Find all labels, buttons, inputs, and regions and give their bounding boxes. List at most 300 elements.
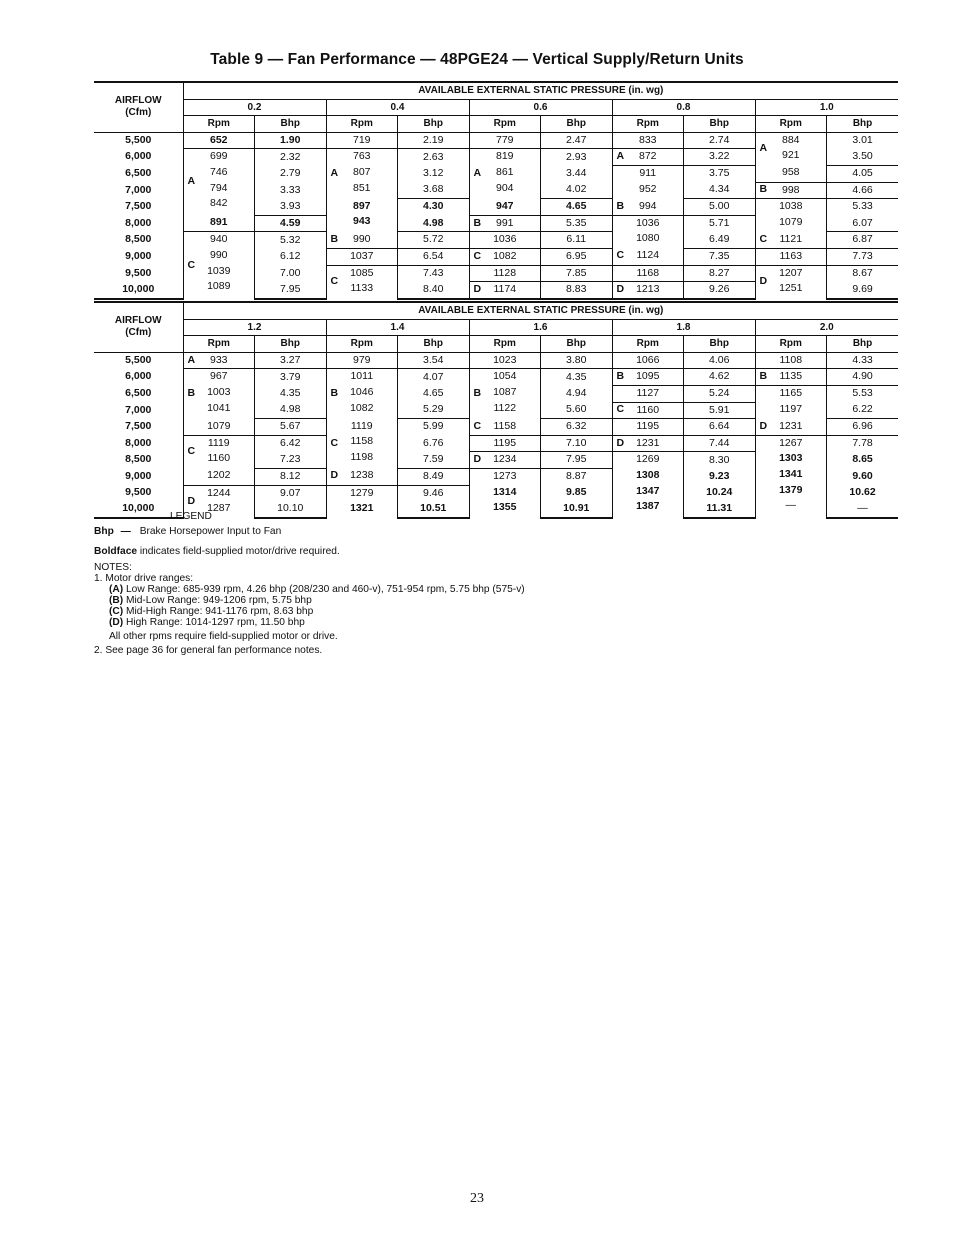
rpm-value <box>755 419 827 436</box>
rpm-value-text: 1085 <box>350 266 374 279</box>
rpm-value-text: 819 <box>495 150 514 163</box>
rpm-value-text: 1095 <box>636 370 660 383</box>
rpm-value-text: 891 <box>209 216 228 229</box>
rpm-value <box>469 248 541 265</box>
rpm-stack <box>470 133 541 149</box>
rpm-value-text: 1234 <box>493 453 517 466</box>
rpm-value-text: 1079 <box>779 215 803 228</box>
drive-range-text: Low Range: 685-939 rpm, 4.26 bhp (208/230 and 460-v), 751-954 rpm, 5.75 bhp (575-v) <box>123 584 525 595</box>
bhp-header: Bhp <box>684 116 756 133</box>
rpm-value-text: 1124 <box>636 249 660 262</box>
page-title: Table 9 — Fan Performance — 48PGE24 — Vertical Supply/Return Units <box>210 51 744 68</box>
rpm-value-text: 1231 <box>779 419 803 432</box>
bhp-value: 6.07 <box>827 215 899 232</box>
rpm-header: Rpm <box>612 336 684 353</box>
bhp-value: 7.73 <box>827 248 899 265</box>
bhp-value: 9.23 <box>684 468 756 485</box>
rpm-value-text: 911 <box>639 166 657 179</box>
rpm-value-text: 1036 <box>493 233 517 246</box>
bhp-value: 7.95 <box>255 282 327 299</box>
rpm-value-text: 1379 <box>779 483 803 496</box>
rpm-stack <box>327 353 398 369</box>
rpm-value <box>326 352 398 369</box>
bhp-value: 4.65 <box>398 385 470 402</box>
rpm-value-text: 947 <box>495 199 514 212</box>
drive-range-label: B <box>759 183 768 196</box>
rpm-value-text: 1174 <box>493 283 517 296</box>
drive-range-label: A <box>473 167 482 180</box>
rpm-value <box>612 248 684 265</box>
drive-range-label: B <box>473 216 482 229</box>
rpm-value-text: 1122 <box>493 401 517 414</box>
rpm-value-text: 1202 <box>207 469 231 482</box>
rpm-value <box>755 199 827 232</box>
bhp-value: 4.65 <box>541 199 613 216</box>
drive-range-label: D <box>473 283 482 296</box>
bhp-value: 3.79 <box>255 369 327 386</box>
rpm-value-text: 1347 <box>636 484 660 497</box>
rpm-value-text: 1269 <box>636 453 660 466</box>
rpm-value-text: 1251 <box>779 282 803 295</box>
airflow-value: 9,500 <box>125 266 152 279</box>
rpm-value-text: 952 <box>638 182 657 195</box>
bhp-value: 3.12 <box>398 165 470 182</box>
table-row <box>94 419 898 436</box>
rpm-stack <box>613 166 684 197</box>
rpm-value-text: 904 <box>495 181 514 194</box>
rpm-value-text: 1133 <box>350 282 374 295</box>
bhp-value: 8.40 <box>398 282 470 299</box>
bhp-value: 7.95 <box>541 452 613 469</box>
bhp-value: 2.32 <box>255 149 327 166</box>
rpm-value-text: 1011 <box>350 370 374 383</box>
drive-range-note <box>109 595 525 606</box>
rpm-value <box>612 385 684 402</box>
bhp-value: 5.91 <box>684 402 756 419</box>
pressure-1.4: 1.4 <box>326 319 469 336</box>
rpm-value-text: 1287 <box>207 502 231 515</box>
bhp-value: 8.87 <box>541 468 613 485</box>
legend-boldface <box>94 546 340 557</box>
pressure-0.2: 0.2 <box>183 99 326 116</box>
drive-range-note <box>109 584 525 595</box>
bhp-value: 6.12 <box>255 248 327 265</box>
rpm-value-text: 1355 <box>493 501 517 514</box>
bhp-value: 3.93 <box>255 199 327 216</box>
rpm-value-text: 958 <box>781 166 800 179</box>
rpm-value-text: 851 <box>352 181 371 194</box>
rpm-value <box>755 232 827 249</box>
airflow-value: 7,000 <box>125 183 152 196</box>
legend-bhp <box>94 526 281 537</box>
rpm-value <box>183 369 255 419</box>
airflow-value: 7,000 <box>125 403 152 416</box>
rpm-header: Rpm <box>326 116 398 133</box>
rpm-value-text: 1128 <box>493 266 517 279</box>
bhp-value: 10.62 <box>827 485 899 501</box>
legend-heading: LEGEND <box>170 511 212 522</box>
rpm-stack <box>613 386 684 402</box>
pressure-1.2: 1.2 <box>183 319 326 336</box>
rpm-value-text: 1023 <box>493 353 517 366</box>
drive-range-label: D <box>616 283 625 296</box>
drive-range-text: Mid-Low Range: 949-1206 rpm, 5.75 bhp <box>123 595 312 606</box>
bhp-value: 7.44 <box>684 435 756 452</box>
rpm-value <box>612 452 684 518</box>
rpm-value <box>326 369 398 419</box>
bhp-value: 6.76 <box>398 435 470 452</box>
bhp-value: 4.66 <box>827 182 899 199</box>
rpm-value <box>326 248 398 265</box>
table-row <box>94 369 898 386</box>
airflow-value: 10,000 <box>94 282 183 299</box>
rpm-stack <box>184 468 255 484</box>
pressure-0.6: 0.6 <box>469 99 612 116</box>
rpm-value <box>612 282 684 299</box>
rpm-value-text: 1341 <box>779 467 803 480</box>
bhp-value: 3.27 <box>255 352 327 369</box>
rpm-value-text: 979 <box>352 353 371 366</box>
bhp-value: 5.35 <box>541 215 613 232</box>
bhp-value: 7.35 <box>684 248 756 265</box>
bhp-value: 10.91 <box>541 501 613 518</box>
table-row <box>94 132 898 149</box>
rpm-header: Rpm <box>183 336 255 353</box>
rpm-value <box>469 468 541 517</box>
drive-range-label: B <box>187 387 196 400</box>
rpm-value-text: 1160 <box>636 403 660 416</box>
rpm-value <box>755 182 827 199</box>
rpm-value <box>326 132 398 149</box>
rpm-stack <box>613 133 684 149</box>
bhp-header: Bhp <box>827 116 899 133</box>
rpm-value <box>469 352 541 369</box>
rpm-value <box>326 485 398 518</box>
drive-range-code: (C) <box>109 606 124 617</box>
rpm-value-text: 1119 <box>207 436 230 449</box>
rpm-stack <box>184 133 255 149</box>
bhp-value: 4.35 <box>255 385 327 402</box>
airflow-value: 9,000 <box>125 469 152 482</box>
drive-range-code: (A) <box>109 584 124 595</box>
rpm-value-text: 1046 <box>350 385 374 398</box>
airflow-header <box>94 302 183 352</box>
drive-range-label: A <box>759 142 768 155</box>
rpm-value-text: 1039 <box>207 264 231 277</box>
airflow-value: 7,500 <box>125 200 152 213</box>
page-number: 23 <box>470 1191 484 1206</box>
drive-range-label: C <box>187 445 196 458</box>
rpm-value-text: 833 <box>638 133 657 146</box>
bhp-value: 4.30 <box>398 199 470 216</box>
legend-boldface-term: Boldface <box>94 546 138 557</box>
rpm-stack <box>327 133 398 149</box>
rpm-value-text: 1303 <box>779 452 803 465</box>
rpm-value-text: 779 <box>495 133 514 146</box>
rpm-value-text: 1079 <box>207 419 231 432</box>
airflow-value: 6,500 <box>125 166 152 179</box>
airflow-value: 5,500 <box>125 354 152 367</box>
rpm-value-text: 1127 <box>636 386 660 399</box>
rpm-stack <box>327 199 398 230</box>
bhp-value: 5.53 <box>827 385 899 402</box>
bhp-value: 3.80 <box>541 352 613 369</box>
rpm-header: Rpm <box>755 336 827 353</box>
rpm-value <box>469 435 541 452</box>
bhp-value: 3.22 <box>684 149 756 166</box>
bhp-value: 6.49 <box>684 232 756 249</box>
bhp-value: 4.94 <box>541 385 613 402</box>
drive-range-label: A <box>187 175 196 188</box>
bhp-value: 6.22 <box>827 402 899 419</box>
rpm-value <box>612 199 684 216</box>
rpm-value-text: 1163 <box>779 249 803 262</box>
bhp-value: 5.99 <box>398 419 470 436</box>
drive-range-label: B <box>330 233 339 246</box>
bhp-value: 10.10 <box>255 501 327 518</box>
bhp-value: 6.64 <box>684 419 756 436</box>
legend-bhp-desc: Brake Horsepower Input to Fan <box>139 526 282 537</box>
rpm-value-text: 652 <box>209 133 228 146</box>
bhp-header: Bhp <box>541 336 613 353</box>
drive-range-note <box>109 606 525 617</box>
drive-range-label: D <box>473 453 482 466</box>
bhp-value: 4.59 <box>255 215 327 232</box>
rpm-value-text: 1087 <box>493 385 517 398</box>
rpm-value <box>326 149 398 199</box>
drive-range-label: D <box>187 494 196 507</box>
bhp-value: 4.06 <box>684 352 756 369</box>
rpm-value-text: 998 <box>781 183 800 196</box>
bhp-header: Bhp <box>541 116 613 133</box>
bhp-value: 10.24 <box>684 485 756 501</box>
bhp-value: 8.12 <box>255 468 327 485</box>
rpm-stack <box>470 469 541 516</box>
airflow-value: 9,500 <box>125 486 152 499</box>
bhp-value: 4.98 <box>255 402 327 419</box>
bhp-header: Bhp <box>827 336 899 353</box>
rpm-stack <box>613 419 684 435</box>
drive-range-text: Mid-High Range: 941-1176 rpm, 8.63 bhp <box>123 606 314 617</box>
bhp-value: 6.32 <box>541 419 613 436</box>
note-1-intro: 1. Motor drive ranges: <box>94 573 194 584</box>
table-row <box>94 435 898 452</box>
rpm-value <box>612 265 684 282</box>
drive-range-label: D <box>616 436 625 449</box>
bhp-value: 3.50 <box>827 149 899 166</box>
airflow-value: 8,000 <box>125 436 152 449</box>
drive-range-label: B <box>473 387 482 400</box>
bhp-value: 4.33 <box>827 352 899 369</box>
pressure-1.8: 1.8 <box>612 319 755 336</box>
rpm-stack <box>470 353 541 369</box>
rpm-value-text: 719 <box>352 133 371 146</box>
bhp-value: 1.90 <box>255 132 327 149</box>
note-2: 2. See page 36 for general fan performance notes. <box>94 645 323 656</box>
bhp-value: 7.23 <box>255 452 327 469</box>
drive-range-code: (B) <box>109 595 124 606</box>
rpm-value-text: 746 <box>209 165 228 178</box>
fan-performance-table-1 <box>94 81 898 300</box>
rpm-value-text: 1082 <box>350 401 374 414</box>
rpm-value <box>755 435 827 517</box>
rpm-value-text: 1195 <box>636 420 660 433</box>
bhp-value: — <box>827 501 899 518</box>
rpm-value-text: 1231 <box>636 436 660 449</box>
bhp-value: 2.47 <box>541 132 613 149</box>
rpm-value <box>469 215 541 232</box>
bhp-header: Bhp <box>255 116 327 133</box>
bhp-value: 7.43 <box>398 265 470 282</box>
rpm-value-text: 1037 <box>350 249 374 262</box>
pressure-2.0: 2.0 <box>755 319 898 336</box>
drive-range-label: C <box>473 249 482 262</box>
pressure-1.0: 1.0 <box>755 99 898 116</box>
rpm-value-text: 1119 <box>350 419 373 432</box>
rpm-value <box>326 468 398 485</box>
bhp-value: 4.05 <box>827 165 899 182</box>
rpm-stack <box>184 419 255 435</box>
rpm-header: Rpm <box>469 116 541 133</box>
bhp-value: 6.42 <box>255 435 327 452</box>
bhp-value: 7.85 <box>541 265 613 282</box>
rpm-header: Rpm <box>612 116 684 133</box>
bhp-header: Bhp <box>684 336 756 353</box>
table-row <box>94 232 898 249</box>
rpm-value <box>469 452 541 469</box>
drive-range-label: D <box>759 419 768 432</box>
airflow-value: 8,000 <box>125 216 152 229</box>
rpm-stack <box>613 353 684 369</box>
rpm-value <box>612 402 684 419</box>
drive-range-note <box>109 617 525 628</box>
fan-performance-table-2 <box>94 301 898 519</box>
bhp-value: 9.26 <box>684 282 756 299</box>
rpm-value <box>183 132 255 149</box>
rpm-value <box>612 369 684 386</box>
rpm-value <box>612 215 684 248</box>
rpm-value-text: 1213 <box>636 283 660 296</box>
rpm-value-text: 1168 <box>636 266 660 279</box>
rpm-value <box>183 419 255 436</box>
rpm-value-text: 1082 <box>493 249 517 262</box>
bhp-value: 8.83 <box>541 282 613 299</box>
rpm-value <box>612 435 684 452</box>
rpm-value <box>612 419 684 436</box>
airflow-value: 6,500 <box>125 386 152 399</box>
rpm-value-text: 933 <box>209 353 228 366</box>
rpm-value <box>469 282 541 299</box>
bhp-value: 9.46 <box>398 485 470 501</box>
bhp-value: 10.51 <box>398 501 470 518</box>
bhp-header: Bhp <box>398 336 470 353</box>
airflow-value: 6,000 <box>125 150 152 163</box>
bhp-value: 4.90 <box>827 369 899 386</box>
bhp-value: 3.54 <box>398 352 470 369</box>
rpm-stack <box>327 486 398 517</box>
drive-range-label: A <box>187 353 196 366</box>
rpm-stack <box>756 436 827 514</box>
bhp-value: 4.62 <box>684 369 756 386</box>
rpm-value <box>183 435 255 468</box>
drive-range-label: C <box>187 258 196 271</box>
bhp-value: 11.31 <box>684 501 756 518</box>
pressure-header: AVAILABLE EXTERNAL STATIC PRESSURE (in. wg) <box>183 302 898 319</box>
bhp-value: 8.65 <box>827 452 899 469</box>
rpm-value-text: 807 <box>352 165 371 178</box>
bhp-value: 6.54 <box>398 248 470 265</box>
pressure-header: AVAILABLE EXTERNAL STATIC PRESSURE (in. wg) <box>183 82 898 99</box>
airflow-value: 9,000 <box>125 249 152 262</box>
rpm-value-text: — <box>785 499 796 512</box>
rpm-value-text: 921 <box>781 149 800 162</box>
rpm-value-text: 1003 <box>207 385 231 398</box>
rpm-value-text: 763 <box>352 150 371 163</box>
bhp-value: 8.30 <box>684 452 756 469</box>
rpm-value-text: 1158 <box>350 435 374 448</box>
bhp-value: 6.95 <box>541 248 613 265</box>
bhp-value: 7.59 <box>398 452 470 469</box>
rpm-value <box>183 468 255 485</box>
rpm-value-text: 861 <box>495 165 514 178</box>
drive-range-label: C <box>616 403 625 416</box>
bhp-value: 2.79 <box>255 165 327 182</box>
rpm-stack <box>756 199 827 230</box>
airflow-label: AIRFLOW <box>114 315 162 327</box>
rpm-stack <box>470 436 541 452</box>
bhp-value: 9.85 <box>541 485 613 501</box>
bhp-value: 9.69 <box>827 282 899 299</box>
rpm-stack <box>184 215 255 231</box>
rpm-value <box>183 149 255 215</box>
bhp-value: 7.00 <box>255 265 327 282</box>
bhp-value: 8.49 <box>398 468 470 485</box>
rpm-value-text: 991 <box>495 216 514 229</box>
bhp-value: 4.98 <box>398 215 470 232</box>
airflow-value: 8,500 <box>125 233 152 246</box>
notes-heading: NOTES: <box>94 562 132 573</box>
bhp-value: 6.96 <box>827 419 899 436</box>
rpm-value <box>612 165 684 198</box>
rpm-value-text: 1066 <box>636 353 660 366</box>
rpm-value <box>326 265 398 299</box>
rpm-value-text: 940 <box>209 233 228 246</box>
bhp-header: Bhp <box>398 116 470 133</box>
bhp-value: 8.27 <box>684 265 756 282</box>
table-row <box>94 352 898 369</box>
bhp-value: 3.75 <box>684 165 756 182</box>
note-1-ranges <box>109 584 525 628</box>
rpm-value <box>183 232 255 299</box>
drive-range-label: B <box>759 370 768 383</box>
rpm-value-text: 1273 <box>493 469 517 482</box>
bhp-value: 2.93 <box>541 149 613 166</box>
rpm-value <box>755 165 827 182</box>
bhp-value: 3.44 <box>541 165 613 182</box>
rpm-value-text: 1041 <box>207 401 231 414</box>
bhp-value: 4.02 <box>541 182 613 199</box>
rpm-stack <box>756 249 827 265</box>
rpm-value <box>469 419 541 436</box>
rpm-value <box>183 215 255 232</box>
airflow-unit: (Cfm) <box>125 107 152 119</box>
rpm-value <box>612 132 684 149</box>
rpm-value-text: 1244 <box>207 486 231 499</box>
rpm-value <box>469 132 541 149</box>
rpm-value-text: 1135 <box>779 370 803 383</box>
rpm-value-text: 1054 <box>493 370 517 383</box>
airflow-value: 7,500 <box>125 420 152 433</box>
